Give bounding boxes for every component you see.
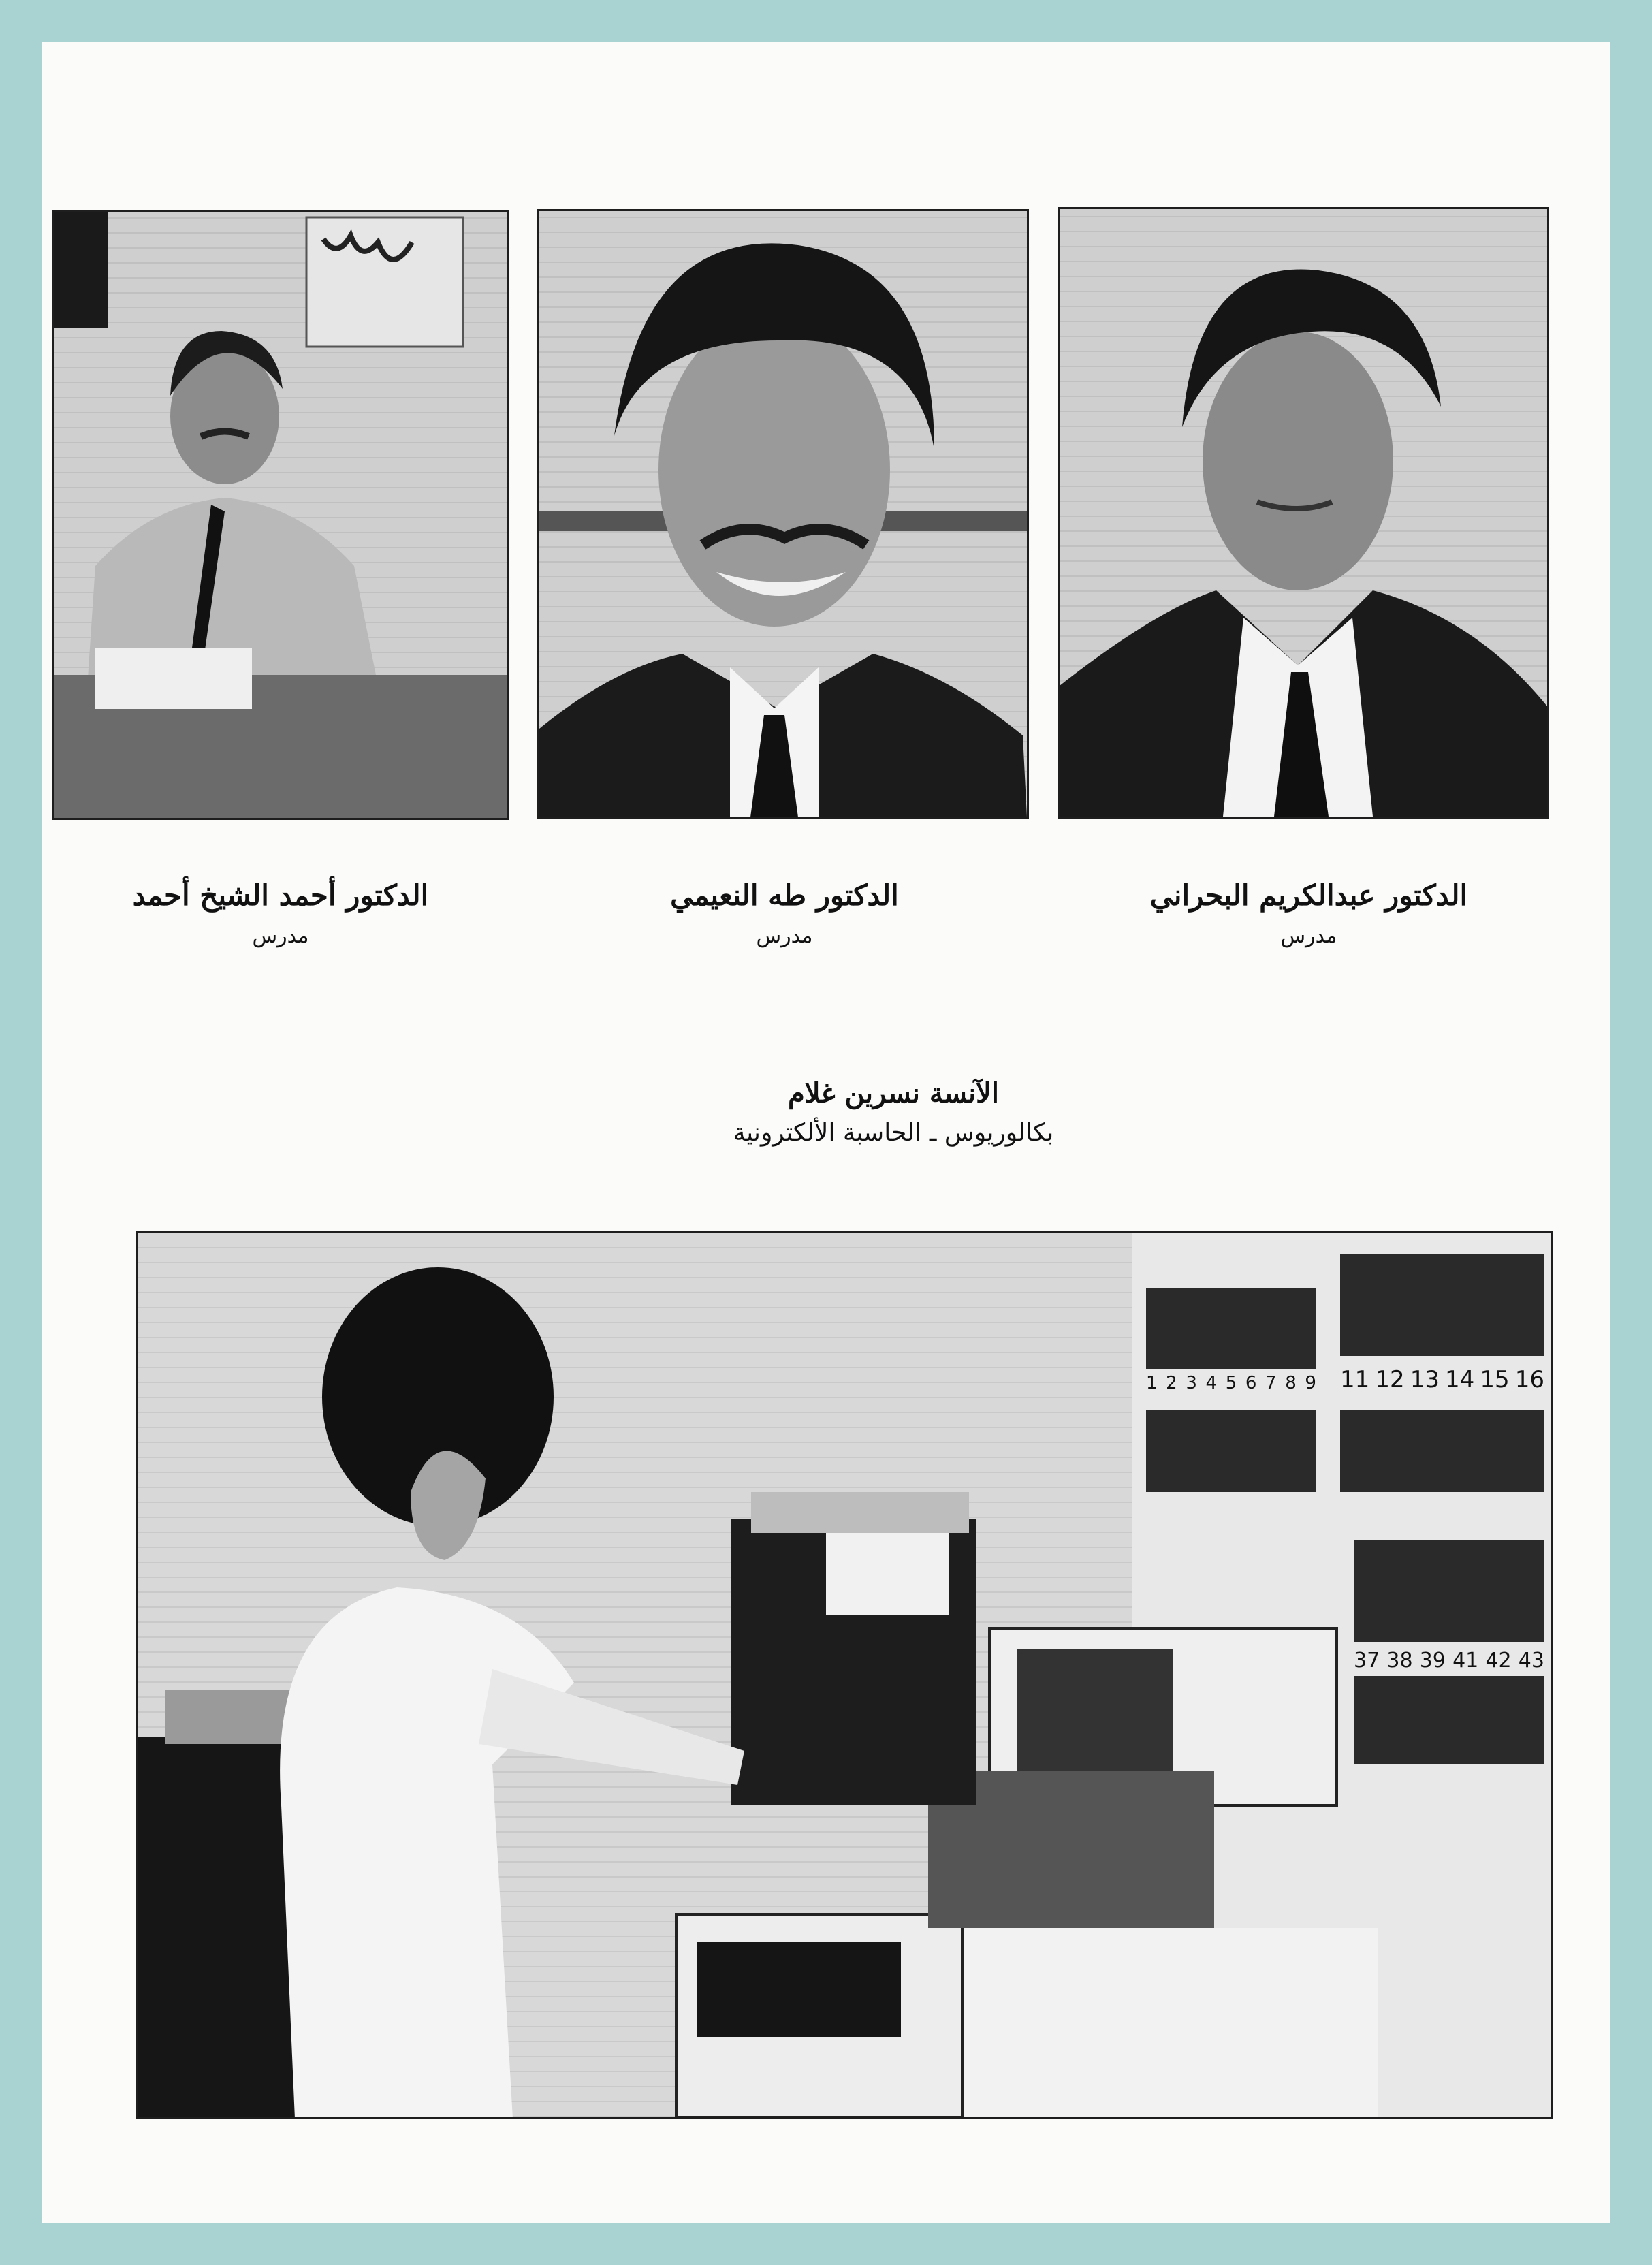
rack-number: 7	[1265, 1373, 1277, 1393]
rack-number: 42	[1485, 1649, 1512, 1673]
rack-labels-top-left	[1146, 1373, 1316, 1393]
rack-labels-bottom	[1354, 1649, 1544, 1673]
rack-number: 1	[1146, 1373, 1158, 1393]
rack-number: 2	[1166, 1373, 1177, 1393]
portrait-photo-abdulkarim	[1058, 207, 1549, 819]
rack-number: 14	[1445, 1366, 1475, 1393]
rack-number: 6	[1245, 1373, 1257, 1393]
computer-room-image	[138, 1233, 1551, 2117]
rack-number: 4	[1205, 1373, 1218, 1393]
rack-number: 15	[1480, 1366, 1510, 1393]
rack-number: 37	[1354, 1649, 1380, 1673]
portrait-caption-ahmed	[83, 878, 478, 948]
feature-caption	[587, 1077, 1200, 1147]
rack-number: 39	[1419, 1649, 1446, 1673]
rack-number: 5	[1225, 1373, 1237, 1393]
feature-degree: بكالوريوس ـ الحاسبة الألكترونية	[733, 1119, 1054, 1147]
portrait-name: الدكتور أحمد الشيخ أحمد	[132, 878, 429, 912]
portrait-role: مدرس	[1280, 924, 1337, 948]
portrait-name: الدكتور طه النعيمي	[670, 878, 899, 912]
portrait-name: الدكتور عبدالكريم البحراني	[1149, 878, 1468, 912]
portrait-caption-taha	[587, 878, 982, 948]
rack-number: 13	[1410, 1366, 1440, 1393]
rack-number: 8	[1285, 1373, 1297, 1393]
portrait-seated-man-image	[54, 212, 507, 818]
rack-labels-top-right	[1340, 1366, 1544, 1393]
rack-number: 12	[1375, 1366, 1405, 1393]
computer-room-photo	[136, 1231, 1553, 2119]
feature-name: الآنسة نسرين غلام	[787, 1077, 1000, 1109]
portrait-role: مدرس	[756, 924, 813, 948]
rack-number: 43	[1518, 1649, 1544, 1673]
portrait-photo-taha	[537, 209, 1029, 819]
rack-number: 3	[1186, 1373, 1197, 1393]
portrait-caption-abdulkarim	[1105, 878, 1513, 948]
portrait-smiling-man-image	[539, 211, 1027, 817]
portrait-young-man-image	[1060, 209, 1547, 817]
rack-number: 41	[1452, 1649, 1479, 1673]
portrait-role: مدرس	[252, 924, 309, 948]
document-page	[42, 42, 1610, 2223]
portrait-photo-ahmed	[52, 210, 509, 820]
rack-number: 16	[1514, 1366, 1544, 1393]
rack-number: 9	[1305, 1373, 1316, 1393]
rack-number: 38	[1386, 1649, 1413, 1673]
rack-number: 11	[1340, 1366, 1370, 1393]
